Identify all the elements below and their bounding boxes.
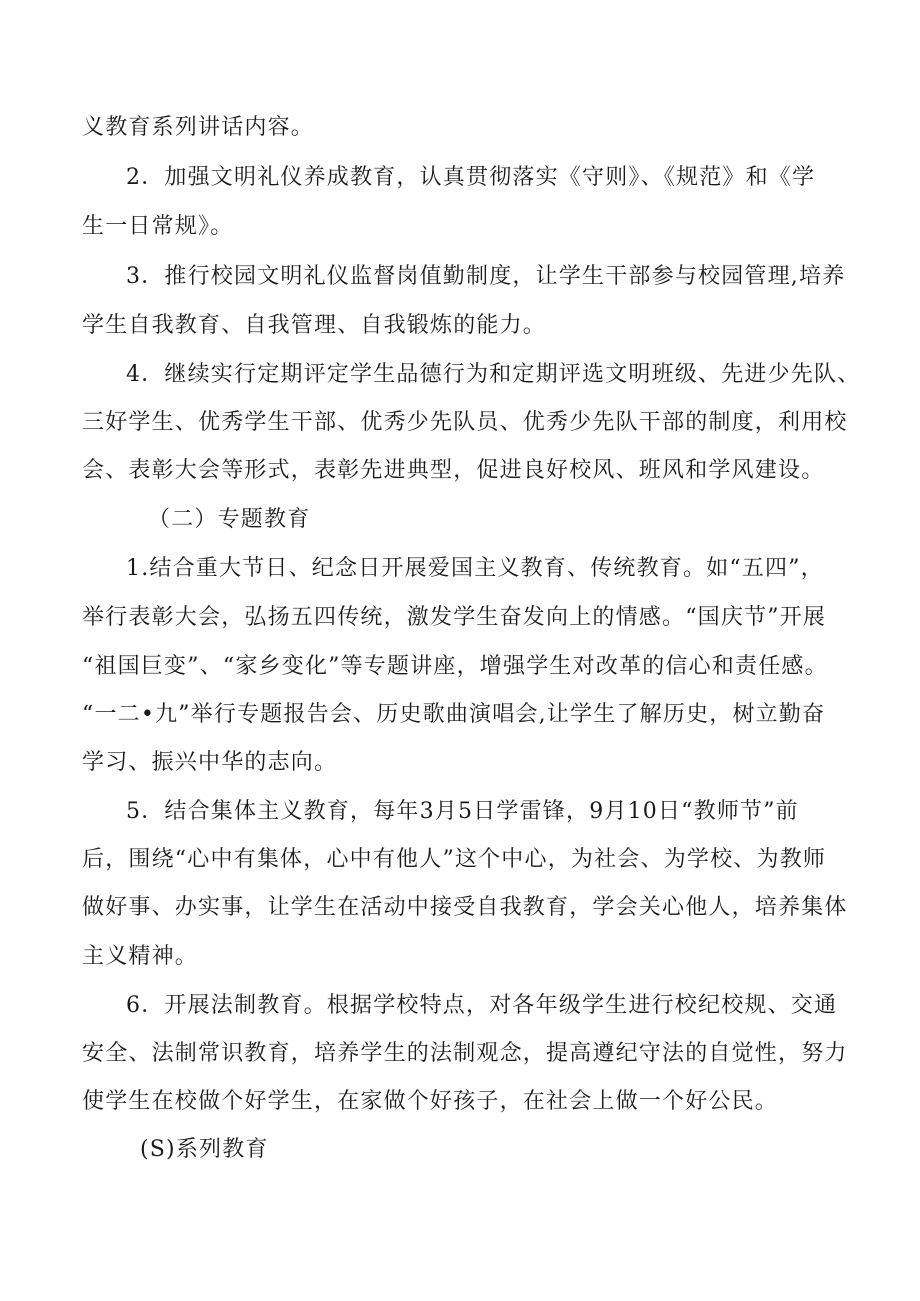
text-line: 使学生在校做个好学生，在家做个好孩子，在社会上做一个好公民。 [82, 1089, 779, 1114]
text-line: 安全、法制常识教育，培养学生的法制观念，提高遵纪守法的自觉性，努力 [82, 1041, 848, 1066]
text-line: 三好学生、优秀学生干部、优秀少先队员、优秀少先队干部的制度，利用校 [82, 410, 848, 435]
text-line: 会、表彰大会等形式，表彰先进典型，促进良好校风、班风和学风建设。 [82, 458, 825, 483]
text-line: 2．加强文明礼仪养成教育，认真贯彻落实《守则》、《规范》和《学 [126, 165, 816, 190]
text-line: 6．开展法制教育。根据学校特点，对各年级学生进行校纪校规、交通 [126, 993, 838, 1018]
section-heading: （二）专题教育 [148, 507, 311, 532]
text-line: 生一日常规》。 [82, 214, 234, 239]
text-line: 3．推行校园文明礼仪监督岗值勤制度，让学生干部参与校园管理,培养 [126, 264, 846, 289]
text-line: 做好事、办实事，让学生在活动中接受自我教育，学会关心他人，培养集体 [82, 895, 848, 920]
text-line: 学习、振兴中华的志向。 [82, 750, 338, 775]
text-line: “一二•九”举行专题报告会、历史歌曲演唱会,让学生了解历史，树立勤奋 [82, 702, 826, 727]
text-line: 主义精神。 [82, 944, 199, 969]
text-line: 后，围绕“心中有集体，心中有他人”这个中心，为社会、为学校、为教师 [82, 847, 827, 872]
text-line: 4．继续实行定期评定学生品德行为和定期评选文明班级、先进少先队、 [126, 362, 861, 387]
section-heading: (S)系列教育 [140, 1137, 269, 1162]
text-line: “祖国巨变”、“家乡变化”等专题讲座，增强学生对改革的信心和责任感。 [82, 654, 828, 679]
text-line: 1.结合重大节日、纪念日开展爱国主义教育、传统教育。如“五四”， [126, 556, 824, 581]
text-line: 学生自我教育、自我管理、自我锻炼的能力。 [82, 313, 547, 338]
text-line: 5．结合集体主义教育，每年3月5日学雷锋，9月10日“教师节”前 [126, 799, 799, 824]
text-line: 举行表彰大会，弘扬五四传统，激发学生奋发向上的情感。“国庆节”开展 [82, 605, 827, 630]
text-line: 义教育系列讲话内容。 [82, 115, 315, 140]
